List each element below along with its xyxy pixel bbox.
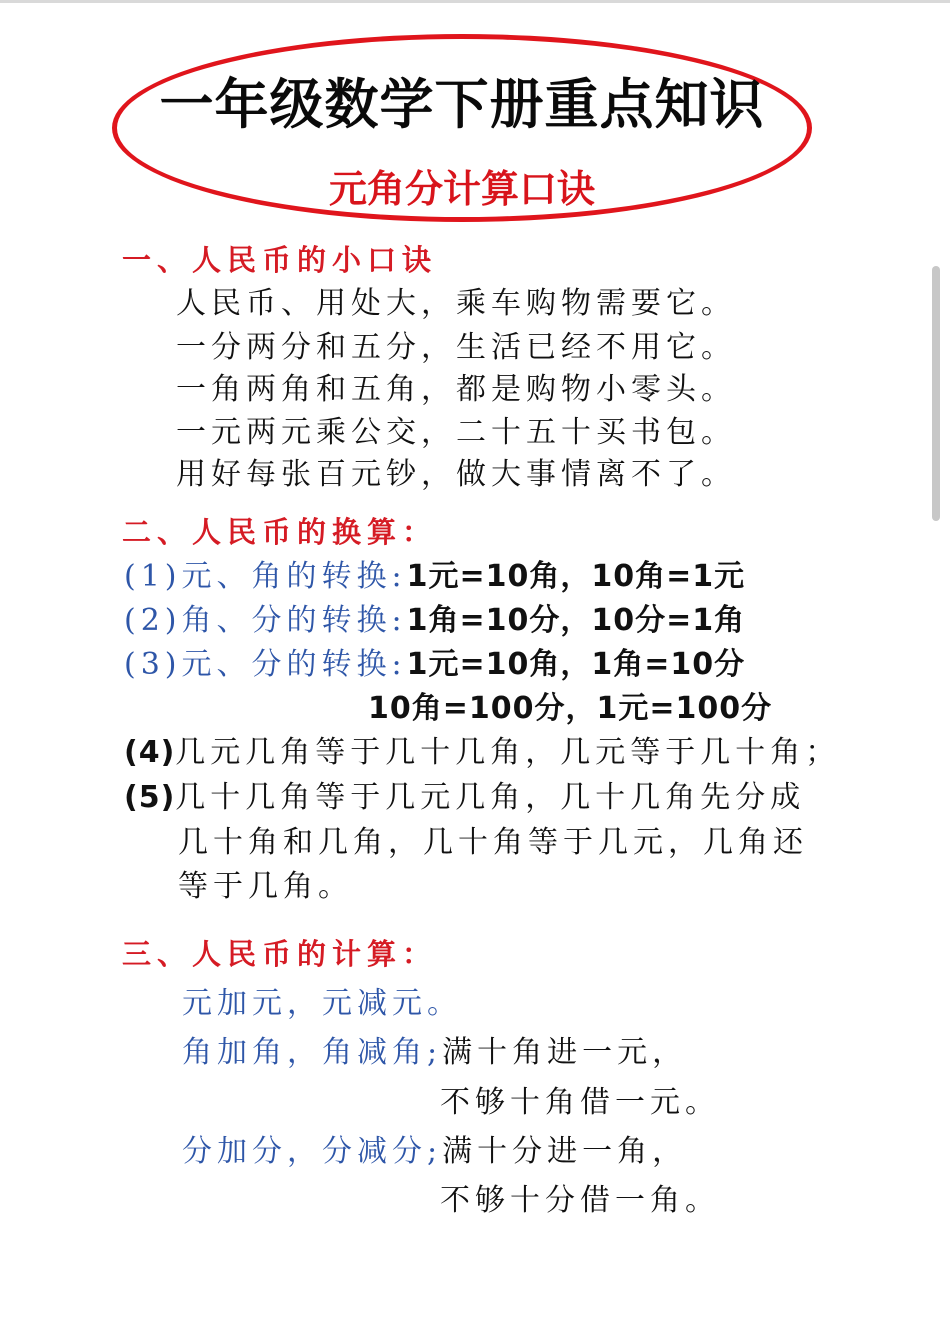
top-divider [0, 0, 950, 3]
section2-heading: 二、人民币的换算： [122, 515, 438, 549]
scrollbar[interactable] [932, 266, 940, 521]
item-text: 几元几角等于几十几角，几元等于几十角； [175, 735, 841, 770]
rule-text: 满十角进一元， [442, 1035, 688, 1070]
conversion-item-1 [124, 559, 746, 594]
conversion-label: (3)元、分的转换: [124, 647, 407, 682]
conversion-value: 1元=10角，10角=1元 [406, 559, 746, 594]
conversion-value: 1元=10角，1角=10分 [406, 647, 746, 682]
rhyme-line: 一角两角和五角，都是购物小零头。 [176, 372, 736, 407]
page-title: 一年级数学下册重点知识 [159, 73, 765, 136]
item-5-continued: 等于几角。 [178, 869, 353, 904]
conversion-item-4 [124, 735, 841, 770]
item-number: (4) [124, 735, 176, 770]
page-subtitle: 元角分计算口诀 [328, 167, 595, 211]
jiao-rule-continued: 不够十角借一元。 [440, 1085, 720, 1120]
rhyme-line: 一分两分和五分，生活已经不用它。 [176, 330, 736, 365]
conversion-item-2 [124, 603, 746, 638]
conversion-item-3 [124, 647, 746, 682]
fen-rule-continued: 不够十分借一角。 [440, 1183, 720, 1218]
section1-heading: 一、人民币的小口诀 [122, 243, 438, 277]
section3-heading: 三、人民币的计算： [122, 937, 438, 971]
rule-text: 满十分进一角， [442, 1134, 688, 1169]
yuan-rule: 元加元，元减元。 [182, 986, 462, 1021]
conversion-label: (1)元、角的转换: [124, 559, 407, 594]
conversion-item-5 [124, 780, 806, 815]
rule-label: 角加角，角减角; [182, 1035, 443, 1070]
rhyme-line: 一元两元乘公交，二十五十买书包。 [176, 415, 736, 450]
rhyme-line: 用好每张百元钞，做大事情离不了。 [176, 457, 736, 492]
item-text: 几十几角等于几元几角，几十几角先分成 [175, 780, 806, 815]
rule-label: 分加分，分减分; [182, 1134, 443, 1169]
item-5-continued: 几十角和几角，几十角等于几元，几角还 [178, 825, 808, 860]
item-number: (5) [124, 780, 176, 815]
rhyme-line: 人民币、用处大，乘车购物需要它。 [176, 286, 736, 321]
fen-rule [182, 1134, 688, 1169]
conversion-label: (2)角、分的转换: [124, 603, 407, 638]
jiao-rule [182, 1035, 688, 1070]
conversion-item-3-continued: 10角=100分，1元=100分 [368, 691, 773, 726]
conversion-value: 1角=10分，10分=1角 [406, 603, 746, 638]
